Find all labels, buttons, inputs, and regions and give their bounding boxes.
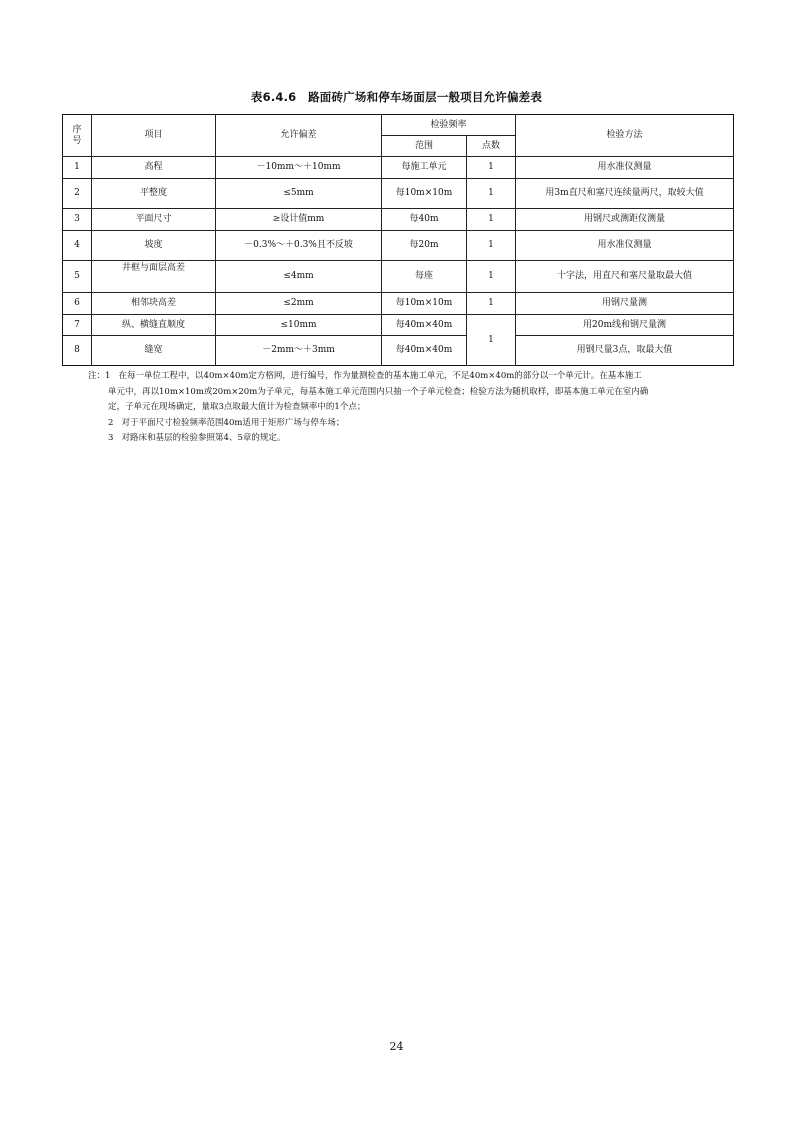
row-no: 1: [63, 157, 92, 179]
row-range: 每40m: [382, 209, 467, 231]
table-title: 表6.4.6 路面砖广场和停车场面层一般项目允许偏差表: [250, 90, 543, 104]
note-number: 2: [108, 417, 114, 428]
row-points: 1: [467, 157, 516, 179]
row-tolerance: －0.3%～＋0.3%且不反坡: [216, 231, 382, 261]
header-tolerance: 允许偏差: [216, 115, 382, 157]
table-row: [63, 315, 734, 336]
header-method: 检验方法: [516, 115, 734, 157]
row-range: 每座: [382, 261, 467, 293]
row-item: 平整度: [92, 179, 216, 209]
row-points: 1: [467, 209, 516, 231]
table-row: [63, 231, 734, 261]
row-no: 3: [63, 209, 92, 231]
row-method: 用20m线和钢尺量测: [516, 315, 734, 336]
table-row: [63, 157, 734, 179]
note-number: 1: [105, 371, 111, 381]
row-no: 2: [63, 179, 92, 209]
row-method: 用水准仪测量: [516, 157, 734, 179]
row-method: 用钢尺量3点，取最大值: [516, 336, 734, 366]
header-row-top: [63, 115, 734, 136]
notes-prefix: 注：: [88, 371, 106, 381]
table-row: [63, 261, 734, 293]
row-tolerance: －2mm～＋3mm: [216, 336, 382, 366]
row-range: 每10m×10m: [382, 179, 467, 209]
row-method: 用钢尺或测距仪测量: [516, 209, 734, 231]
row-method: 用水准仪测量: [516, 231, 734, 261]
row-tolerance: ≤10mm: [216, 315, 382, 336]
row-range: 每40m×40m: [382, 336, 467, 366]
note-1-line-3: [88, 400, 738, 416]
row-method: 用钢尺量测: [516, 293, 734, 315]
header-points: 点数: [467, 136, 516, 157]
tolerance-table: [62, 114, 734, 366]
table-row: [63, 336, 734, 366]
row-points-merged: 1: [467, 315, 516, 366]
note-1-line-1: [88, 369, 738, 385]
row-range: 每40m×40m: [382, 315, 467, 336]
row-range: 每20m: [382, 231, 467, 261]
row-method: 用3m直尺和塞尺连续量两尺，取较大值: [516, 179, 734, 209]
row-points: 1: [467, 179, 516, 209]
row-tolerance: ≤5mm: [216, 179, 382, 209]
row-item: 平面尺寸: [92, 209, 216, 231]
row-item: 高程: [92, 157, 216, 179]
row-tolerance: ≤4mm: [216, 261, 382, 293]
row-item: 缝宽: [92, 336, 216, 366]
note-text: 定，子单元在现场确定，量取3点取最大值计为检查频率中的1个点；: [108, 402, 366, 412]
row-item: 相邻块高差: [92, 293, 216, 315]
row-no: 7: [63, 315, 92, 336]
row-method: 十字法，用直尺和塞尺量取最大值: [516, 261, 734, 293]
header-range: 范围: [382, 136, 467, 157]
note-text: 在每一单位工程中，以40m×40m定方格网，进行编号，作为量测检查的基本施工单元，不足40m×40m的部分以一个单元计。在基本施工: [118, 371, 642, 381]
row-no: 4: [63, 231, 92, 261]
row-points: 1: [467, 293, 516, 315]
row-item: 纵、横缝直顺度: [92, 315, 216, 336]
page-number: 24: [389, 1040, 404, 1053]
note-text: 对于平面尺寸检验频率范围40m适用于矩形广场与停车场；: [121, 417, 345, 428]
table-row: [63, 179, 734, 209]
note-2: [88, 416, 738, 432]
table-notes: [88, 369, 738, 447]
row-tolerance: －10mm～＋10mm: [216, 157, 382, 179]
note-number: 3: [108, 433, 114, 443]
row-no: 5: [63, 261, 92, 293]
row-item: 井框与面层高差: [92, 261, 216, 293]
header-frequency: 检验频率: [382, 115, 516, 136]
row-no: 6: [63, 293, 92, 315]
header-index: 序 号: [63, 115, 92, 157]
row-no: 8: [63, 336, 92, 366]
table-row: [63, 293, 734, 315]
row-item: 坡度: [92, 231, 216, 261]
row-points: 1: [467, 261, 516, 293]
row-range: 每10m×10m: [382, 293, 467, 315]
row-tolerance: ≤2mm: [216, 293, 382, 315]
note-text: 对路床和基层的检验参照第4、5章的规定。: [121, 433, 286, 443]
note-3: [88, 431, 738, 447]
note-1-line-2: [88, 385, 738, 401]
row-points: 1: [467, 231, 516, 261]
table-row: [63, 209, 734, 231]
header-item: 项目: [92, 115, 216, 157]
row-tolerance: ≥设计值mm: [216, 209, 382, 231]
row-range: 每施工单元: [382, 157, 467, 179]
note-text: 单元中，再以10m×10m或20m×20m为子单元，每基本施工单元范围内只抽一个子单元检查；检验方法为随机取样，即基本施工单元在室内确: [108, 386, 649, 397]
